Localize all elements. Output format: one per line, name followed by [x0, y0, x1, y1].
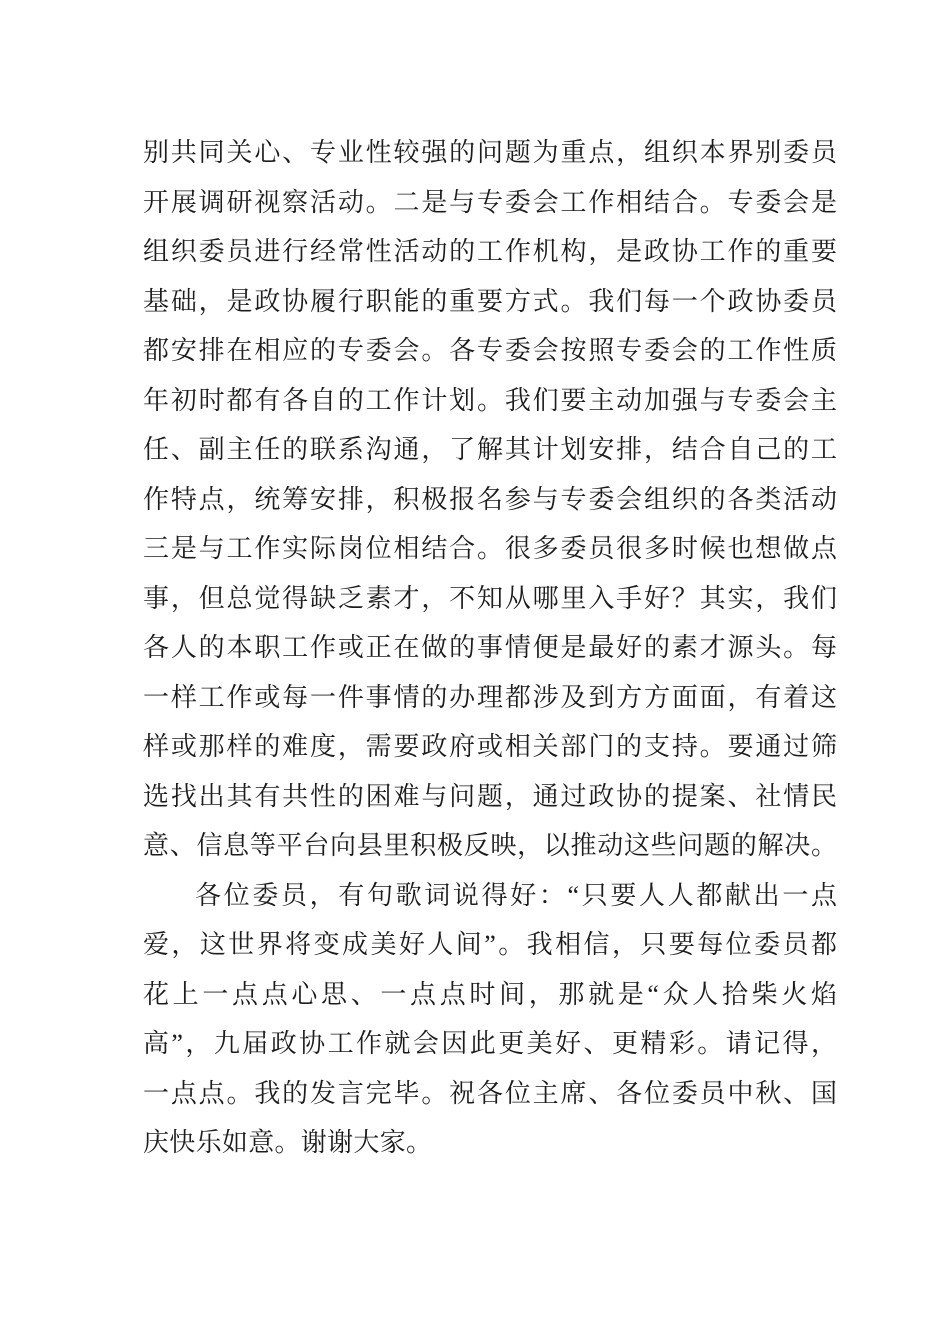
text-line: 花上一点点心思、一点点时间，那就是“众人拾柴火焰 [143, 979, 837, 1009]
document-body [143, 128, 837, 1168]
text-line: 选找出其有共性的困难与问题，通过政协的提案、社情民 [143, 781, 837, 811]
text-line: 开展调研视察活动。二是与专委会工作相结合。专委会是 [143, 187, 837, 217]
text-line: 各位委员，有句歌词说得好：“只要人人都献出一点 [195, 880, 837, 910]
text-line: 事，但总觉得缺乏素才，不知从哪里入手好？其实，我们 [143, 583, 837, 613]
text-line: 高”，九届政协工作就会因此更美好、更精彩。请记得， [143, 1029, 837, 1058]
text-line: 一样工作或每一件事情的办理都涉及到方方面面，有着这 [143, 682, 837, 712]
text-line: 作特点，统筹安排，积极报名参与专委会组织的各类活动 [143, 484, 837, 514]
text-line: 各人的本职工作或正在做的事情便是最好的素才源头。每 [143, 633, 837, 662]
text-line: 组织委员进行经常性活动的工作机构，是政协工作的重要 [143, 237, 837, 266]
text-line: 意、信息等平台向县里积极反映，以推动这些问题的解决。 [143, 831, 837, 860]
text-line: 庆快乐如意。谢谢大家。 [143, 1128, 433, 1157]
text-line: 别共同关心、专业性较强的问题为重点，组织本界别委员 [143, 138, 837, 167]
text-line: 基础，是政协履行职能的重要方式。我们每一个政协委员 [143, 286, 837, 316]
text-line: 样或那样的难度，需要政府或相关部门的支持。要通过筛 [143, 732, 837, 761]
text-line: 任、副主任的联系沟通，了解其计划安排，结合自己的工 [143, 435, 837, 464]
text-line: 爱，这世界将变成美好人间”。我相信，只要每位委员都 [143, 930, 837, 959]
text-line: 都安排在相应的专委会。各专委会按照专委会的工作性质 [143, 336, 837, 365]
text-line: 年初时都有各自的工作计划。我们要主动加强与专委会主 [143, 385, 837, 415]
text-line: 三是与工作实际岗位相结合。很多委员很多时候也想做点 [143, 534, 837, 563]
text-line: 一点点。我的发言完毕。祝各位主席、各位委员中秋、国 [143, 1078, 837, 1108]
